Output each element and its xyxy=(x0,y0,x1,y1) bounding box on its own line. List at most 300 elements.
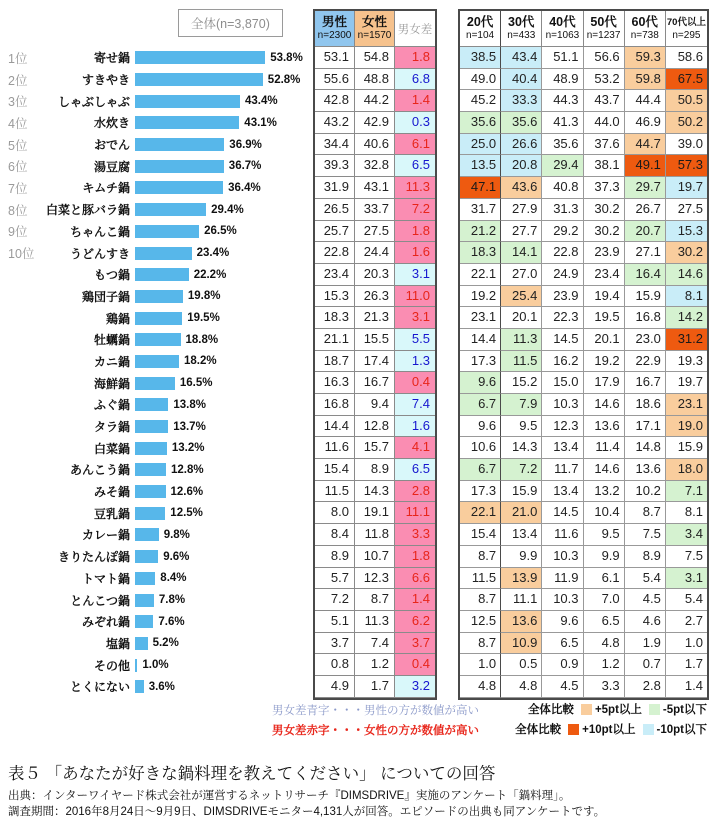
age-value-cell: 17.1 xyxy=(625,416,666,438)
gender-table-row xyxy=(315,351,435,373)
age-value-cell: 0.7 xyxy=(625,654,666,676)
dish-name: みそ鍋 xyxy=(93,485,130,500)
dish-bar xyxy=(135,572,155,585)
age-value-cell: 4.5 xyxy=(542,676,583,698)
chart-row xyxy=(0,242,312,264)
age-value-cell: 22.9 xyxy=(625,351,666,373)
dish-percent: 9.6% xyxy=(163,550,190,563)
gender-table-row xyxy=(315,307,435,329)
dish-percent: 8.4% xyxy=(160,572,187,585)
age-value-cell: 24.9 xyxy=(542,264,583,286)
dish-percent: 29.4% xyxy=(211,203,244,216)
male-value-cell: 16.8 xyxy=(315,394,355,416)
dish-percent: 18.8% xyxy=(185,333,219,346)
diff-value-cell: 1.8 xyxy=(395,546,435,568)
age-value-cell: 1.4 xyxy=(666,676,707,698)
age-table-row xyxy=(460,502,707,524)
female-value-cell: 9.4 xyxy=(355,394,395,416)
age-value-cell: 22.3 xyxy=(542,307,583,329)
chart-row xyxy=(0,264,312,286)
dish-bar xyxy=(135,463,166,476)
age-value-cell: 3.3 xyxy=(584,676,625,698)
male-value-cell: 18.7 xyxy=(315,351,355,373)
gender-table-row xyxy=(315,372,435,394)
gender-table-row xyxy=(315,134,435,156)
dish-bar xyxy=(135,420,168,433)
age-value-cell: 43.4 xyxy=(501,47,542,69)
rank-label: 8位 xyxy=(8,203,28,218)
overall-n-label: 全体(n=3,870) xyxy=(178,9,283,37)
age-value-cell: 13.4 xyxy=(501,524,542,546)
age-table-header xyxy=(460,11,707,47)
figure-caption: 表５ 「あなたが好きな鍋料理を教えてください」 についての回答 xyxy=(8,765,496,783)
male-value-cell: 39.3 xyxy=(315,155,355,177)
female-value-cell: 27.5 xyxy=(355,221,395,243)
dish-name: ふぐ鍋 xyxy=(93,398,130,413)
age-value-cell: 4.8 xyxy=(501,676,542,698)
chart-row xyxy=(0,524,312,546)
diff-value-cell: 6.5 xyxy=(395,155,435,177)
bar-wrap xyxy=(135,680,175,693)
age-value-cell: 27.7 xyxy=(501,221,542,243)
age-value-cell: 13.6 xyxy=(501,611,542,633)
female-value-cell: 32.8 xyxy=(355,155,395,177)
bar-wrap xyxy=(135,247,229,260)
age-value-cell: 31.3 xyxy=(542,199,583,221)
dish-percent: 23.4% xyxy=(196,247,230,260)
female-value-cell: 15.5 xyxy=(355,329,395,351)
dish-name: タラ鍋 xyxy=(93,420,130,435)
female-value-cell: 19.1 xyxy=(355,502,395,524)
diff-value-cell: 3.2 xyxy=(395,676,435,698)
age-table xyxy=(458,9,709,700)
age-value-cell: 43.6 xyxy=(501,177,542,199)
age-value-cell: 10.3 xyxy=(542,546,583,568)
age-value-cell: 22.1 xyxy=(460,502,501,524)
source-line-2: 調査期間：2016年8月24日～9月9日、DIMSDRIVEモニター4,131人が回答。エピソードの出典も同アンケートです。 xyxy=(8,805,606,818)
age-value-cell: 13.9 xyxy=(501,568,542,590)
age-value-cell: 44.3 xyxy=(542,90,583,112)
age-value-cell: 8.1 xyxy=(666,502,707,524)
male-value-cell: 15.3 xyxy=(315,286,355,308)
age-value-cell: 11.5 xyxy=(460,568,501,590)
bar-wrap xyxy=(135,637,179,650)
gender-table-row xyxy=(315,546,435,568)
gender-table-row xyxy=(315,90,435,112)
age-value-cell: 30.2 xyxy=(666,242,707,264)
age-value-cell: 11.7 xyxy=(542,459,583,481)
gender-table-header xyxy=(315,11,435,47)
dish-bar xyxy=(135,247,192,260)
age-value-cell: 7.5 xyxy=(625,524,666,546)
age-value-cell: 14.4 xyxy=(460,329,501,351)
dish-bar xyxy=(135,355,179,368)
age-value-cell: 9.6 xyxy=(460,416,501,438)
chart-row xyxy=(0,481,312,503)
age-table-row xyxy=(460,524,707,546)
rank-label: 4位 xyxy=(8,116,28,131)
dish-name: ちゃんこ鍋 xyxy=(69,224,130,239)
male-value-cell: 23.4 xyxy=(315,264,355,286)
dish-bar xyxy=(135,225,199,238)
age-value-cell: 10.3 xyxy=(542,589,583,611)
age-header-cell xyxy=(666,11,707,47)
age-header-n: n=1063 xyxy=(545,30,580,41)
age-value-cell: 14.1 xyxy=(501,242,542,264)
age-value-cell: 19.2 xyxy=(584,351,625,373)
female-value-cell: 17.4 xyxy=(355,351,395,373)
age-value-cell: 13.6 xyxy=(584,416,625,438)
diff-value-cell: 7.4 xyxy=(395,394,435,416)
age-value-cell: 26.6 xyxy=(501,134,542,156)
age-header-n: n=295 xyxy=(672,30,701,41)
age-value-cell: 49.0 xyxy=(460,69,501,91)
female-header-cell xyxy=(355,11,395,47)
chart-row xyxy=(0,546,312,568)
age-table-row xyxy=(460,676,707,698)
dish-bar xyxy=(135,594,154,607)
dish-name: おでん xyxy=(94,138,130,153)
diff-value-cell: 3.1 xyxy=(395,307,435,329)
age-table-row xyxy=(460,134,707,156)
age-value-cell: 50.2 xyxy=(666,112,707,134)
male-value-cell: 4.9 xyxy=(315,676,355,698)
age-value-cell: 50.5 xyxy=(666,90,707,112)
age-value-cell: 40.4 xyxy=(501,69,542,91)
dish-name: 寄せ鍋 xyxy=(93,51,130,66)
chart-row xyxy=(0,90,312,112)
age-value-cell: 19.7 xyxy=(666,372,707,394)
dish-bar xyxy=(135,203,206,216)
age-value-cell: 21.2 xyxy=(460,221,501,243)
age-table-row xyxy=(460,611,707,633)
dish-name: 白菜と豚バラ鍋 xyxy=(45,203,130,218)
age-value-cell: 59.8 xyxy=(625,69,666,91)
age-value-cell: 3.1 xyxy=(666,568,707,590)
gender-table-row xyxy=(315,481,435,503)
chart-row xyxy=(0,351,312,373)
age-table-row xyxy=(460,416,707,438)
dish-percent: 36.7% xyxy=(228,160,262,173)
dish-name: 海鮮鍋 xyxy=(93,376,130,391)
bar-wrap xyxy=(135,463,204,476)
age-value-cell: 14.6 xyxy=(584,459,625,481)
diff-value-cell: 1.8 xyxy=(395,47,435,69)
diff-value-cell: 6.1 xyxy=(395,134,435,156)
dish-bar xyxy=(135,680,144,693)
male-header-n: n=2300 xyxy=(317,30,352,41)
dish-name: 鶏鍋 xyxy=(105,311,130,326)
minus10-label: -10pt以下 xyxy=(656,724,707,736)
age-value-cell: 10.2 xyxy=(625,481,666,503)
female-value-cell: 24.4 xyxy=(355,242,395,264)
diff-value-cell: 0.3 xyxy=(395,112,435,134)
female-value-cell: 12.3 xyxy=(355,568,395,590)
age-value-cell: 20.7 xyxy=(625,221,666,243)
age-header-n: n=738 xyxy=(630,30,659,41)
dish-percent: 18.2% xyxy=(184,355,217,368)
dish-name: 白菜鍋 xyxy=(93,441,130,456)
diff-value-cell: 1.4 xyxy=(395,90,435,112)
age-value-cell: 1.2 xyxy=(584,654,625,676)
diff-value-cell: 7.2 xyxy=(395,199,435,221)
male-value-cell: 22.8 xyxy=(315,242,355,264)
gender-table-row xyxy=(315,633,435,655)
dish-bar xyxy=(135,615,153,628)
age-value-cell: 37.6 xyxy=(584,134,625,156)
chart-row xyxy=(0,134,312,156)
age-value-cell: 10.6 xyxy=(460,437,501,459)
legend-compare-5pt-label: 全体比較 xyxy=(527,704,574,716)
female-value-cell: 48.8 xyxy=(355,69,395,91)
gender-table-row xyxy=(315,155,435,177)
age-value-cell: 0.9 xyxy=(542,654,583,676)
chart-row xyxy=(0,568,312,590)
male-header-cell xyxy=(315,11,355,47)
diff-value-cell: 11.3 xyxy=(395,177,435,199)
age-value-cell: 30.2 xyxy=(584,221,625,243)
age-value-cell: 7.1 xyxy=(666,481,707,503)
male-value-cell: 5.1 xyxy=(315,611,355,633)
bar-wrap xyxy=(135,203,244,216)
gender-table-row xyxy=(315,264,435,286)
age-header-cell xyxy=(625,11,666,47)
age-value-cell: 38.5 xyxy=(460,47,501,69)
age-table-row xyxy=(460,633,707,655)
age-value-cell: 19.3 xyxy=(666,351,707,373)
male-value-cell: 11.6 xyxy=(315,437,355,459)
age-value-cell: 20.8 xyxy=(501,155,542,177)
bar-wrap xyxy=(135,659,169,672)
bar-wrap xyxy=(135,138,262,151)
legend-compare-5pt xyxy=(528,701,707,717)
plus5-swatch-icon xyxy=(581,704,592,715)
age-value-cell: 29.4 xyxy=(542,155,583,177)
age-value-cell: 18.3 xyxy=(460,242,501,264)
dish-percent: 12.6% xyxy=(170,485,204,498)
age-table-row xyxy=(460,221,707,243)
age-value-cell: 10.4 xyxy=(584,502,625,524)
bar-wrap xyxy=(135,290,221,303)
dish-percent: 9.8% xyxy=(163,528,190,541)
age-value-cell: 27.9 xyxy=(501,199,542,221)
female-value-cell: 11.8 xyxy=(355,524,395,546)
chart-row xyxy=(0,589,312,611)
bar-wrap xyxy=(135,572,187,585)
diff-value-cell: 6.6 xyxy=(395,568,435,590)
dish-bar xyxy=(135,377,175,390)
age-value-cell: 16.8 xyxy=(625,307,666,329)
bar-wrap xyxy=(135,442,205,455)
chart-row xyxy=(0,199,312,221)
dish-bar xyxy=(135,485,166,498)
dish-name: 鶏団子鍋 xyxy=(81,289,130,304)
chart-row xyxy=(0,112,312,134)
dish-name: しゃぶしゃぶ xyxy=(57,94,130,109)
male-value-cell: 8.9 xyxy=(315,546,355,568)
bar-wrap xyxy=(135,615,185,628)
age-value-cell: 16.2 xyxy=(542,351,583,373)
age-value-cell: 7.5 xyxy=(666,546,707,568)
age-value-cell: 8.7 xyxy=(625,502,666,524)
rank-label: 6位 xyxy=(8,160,28,175)
age-value-cell: 49.1 xyxy=(625,155,666,177)
age-table-row xyxy=(460,351,707,373)
age-value-cell: 13.4 xyxy=(542,437,583,459)
male-value-cell: 3.7 xyxy=(315,633,355,655)
ranking-bar-chart xyxy=(0,47,312,698)
diff-value-cell: 3.1 xyxy=(395,264,435,286)
bar-wrap xyxy=(135,485,203,498)
age-value-cell: 40.8 xyxy=(542,177,583,199)
female-value-cell: 15.7 xyxy=(355,437,395,459)
age-table-row xyxy=(460,546,707,568)
plus10-label: +10pt以上 xyxy=(582,724,636,736)
male-value-cell: 43.2 xyxy=(315,112,355,134)
age-header-cell xyxy=(501,11,542,47)
diff-value-cell: 1.6 xyxy=(395,242,435,264)
age-value-cell: 9.6 xyxy=(542,611,583,633)
age-value-cell: 17.9 xyxy=(584,372,625,394)
age-value-cell: 58.6 xyxy=(666,47,707,69)
diff-value-cell: 5.5 xyxy=(395,329,435,351)
diff-value-cell: 6.5 xyxy=(395,459,435,481)
age-table-row xyxy=(460,437,707,459)
bar-wrap xyxy=(135,398,206,411)
chart-row xyxy=(0,676,312,698)
female-value-cell: 20.3 xyxy=(355,264,395,286)
gender-table-row xyxy=(315,199,435,221)
source-note xyxy=(8,789,605,820)
age-value-cell: 35.6 xyxy=(501,112,542,134)
age-value-cell: 35.6 xyxy=(542,134,583,156)
rank-label: 2位 xyxy=(8,73,28,88)
age-table-row xyxy=(460,654,707,676)
chart-row xyxy=(0,611,312,633)
diff-value-cell: 0.4 xyxy=(395,654,435,676)
dish-bar xyxy=(135,528,159,541)
age-value-cell: 67.5 xyxy=(666,69,707,91)
dish-percent: 1.0% xyxy=(142,659,169,672)
age-value-cell: 14.8 xyxy=(625,437,666,459)
dish-name: 塩鍋 xyxy=(105,636,130,651)
female-header-label: 女性 xyxy=(361,15,387,29)
age-value-cell: 9.9 xyxy=(584,546,625,568)
dish-name: キムチ鍋 xyxy=(82,181,130,196)
male-value-cell: 5.7 xyxy=(315,568,355,590)
age-value-cell: 44.4 xyxy=(625,90,666,112)
gender-table-row xyxy=(315,611,435,633)
male-value-cell: 18.3 xyxy=(315,307,355,329)
age-table-row xyxy=(460,47,707,69)
rank-label: 7位 xyxy=(8,181,28,196)
bar-wrap xyxy=(135,225,237,238)
dish-name: もつ鍋 xyxy=(93,268,130,283)
age-value-cell: 8.9 xyxy=(625,546,666,568)
bar-wrap xyxy=(135,181,261,194)
bar-wrap xyxy=(135,528,190,541)
age-value-cell: 1.0 xyxy=(666,633,707,655)
male-value-cell: 11.5 xyxy=(315,481,355,503)
diff-value-cell: 1.3 xyxy=(395,351,435,373)
age-value-cell: 6.5 xyxy=(542,633,583,655)
age-value-cell: 16.4 xyxy=(625,264,666,286)
chart-row xyxy=(0,416,312,438)
diff-value-cell: 2.8 xyxy=(395,481,435,503)
female-value-cell: 1.2 xyxy=(355,654,395,676)
female-value-cell: 21.3 xyxy=(355,307,395,329)
age-value-cell: 8.7 xyxy=(460,633,501,655)
male-value-cell: 0.8 xyxy=(315,654,355,676)
chart-row xyxy=(0,221,312,243)
age-value-cell: 2.7 xyxy=(666,611,707,633)
age-value-cell: 11.5 xyxy=(501,351,542,373)
male-value-cell: 55.6 xyxy=(315,69,355,91)
dish-name: みぞれ鍋 xyxy=(81,615,130,630)
age-value-cell: 0.5 xyxy=(501,654,542,676)
dish-bar xyxy=(135,637,148,650)
gender-table-row xyxy=(315,568,435,590)
chart-row xyxy=(0,372,312,394)
dish-percent: 7.6% xyxy=(158,615,185,628)
gender-diff-header-cell xyxy=(395,11,435,47)
dish-name: カレー鍋 xyxy=(81,528,130,543)
female-value-cell: 33.7 xyxy=(355,199,395,221)
age-value-cell: 35.6 xyxy=(460,112,501,134)
chart-row xyxy=(0,177,312,199)
female-value-cell: 54.8 xyxy=(355,47,395,69)
rank-label: 3位 xyxy=(8,95,28,110)
age-value-cell: 2.8 xyxy=(625,676,666,698)
diff-value-cell: 0.4 xyxy=(395,372,435,394)
age-value-cell: 44.0 xyxy=(584,112,625,134)
age-value-cell: 11.4 xyxy=(584,437,625,459)
age-value-cell: 11.1 xyxy=(501,589,542,611)
bar-wrap xyxy=(135,73,300,86)
age-value-cell: 12.3 xyxy=(542,416,583,438)
dish-bar xyxy=(135,268,189,281)
gender-table xyxy=(313,9,437,700)
gender-table-row xyxy=(315,524,435,546)
plus10-swatch-icon xyxy=(568,724,579,735)
age-value-cell: 13.5 xyxy=(460,155,501,177)
male-value-cell: 16.3 xyxy=(315,372,355,394)
age-value-cell: 25.0 xyxy=(460,134,501,156)
age-header-cell xyxy=(584,11,625,47)
age-value-cell: 11.9 xyxy=(542,568,583,590)
age-table-row xyxy=(460,69,707,91)
female-value-cell: 8.9 xyxy=(355,459,395,481)
age-value-cell: 15.3 xyxy=(666,221,707,243)
age-header-n: n=433 xyxy=(507,30,536,41)
age-value-cell: 14.6 xyxy=(666,264,707,286)
dish-bar xyxy=(135,290,183,303)
age-value-cell: 41.3 xyxy=(542,112,583,134)
female-value-cell: 26.3 xyxy=(355,286,395,308)
age-value-cell: 23.9 xyxy=(584,242,625,264)
age-value-cell: 23.1 xyxy=(460,307,501,329)
diff-value-cell: 1.4 xyxy=(395,589,435,611)
age-table-row xyxy=(460,199,707,221)
bar-wrap xyxy=(135,550,189,563)
diff-value-cell: 11.0 xyxy=(395,286,435,308)
age-table-row xyxy=(460,459,707,481)
age-value-cell: 45.2 xyxy=(460,90,501,112)
dish-name: 牡蠣鍋 xyxy=(93,333,130,348)
age-value-cell: 46.9 xyxy=(625,112,666,134)
age-value-cell: 18.0 xyxy=(666,459,707,481)
gender-table-row xyxy=(315,329,435,351)
